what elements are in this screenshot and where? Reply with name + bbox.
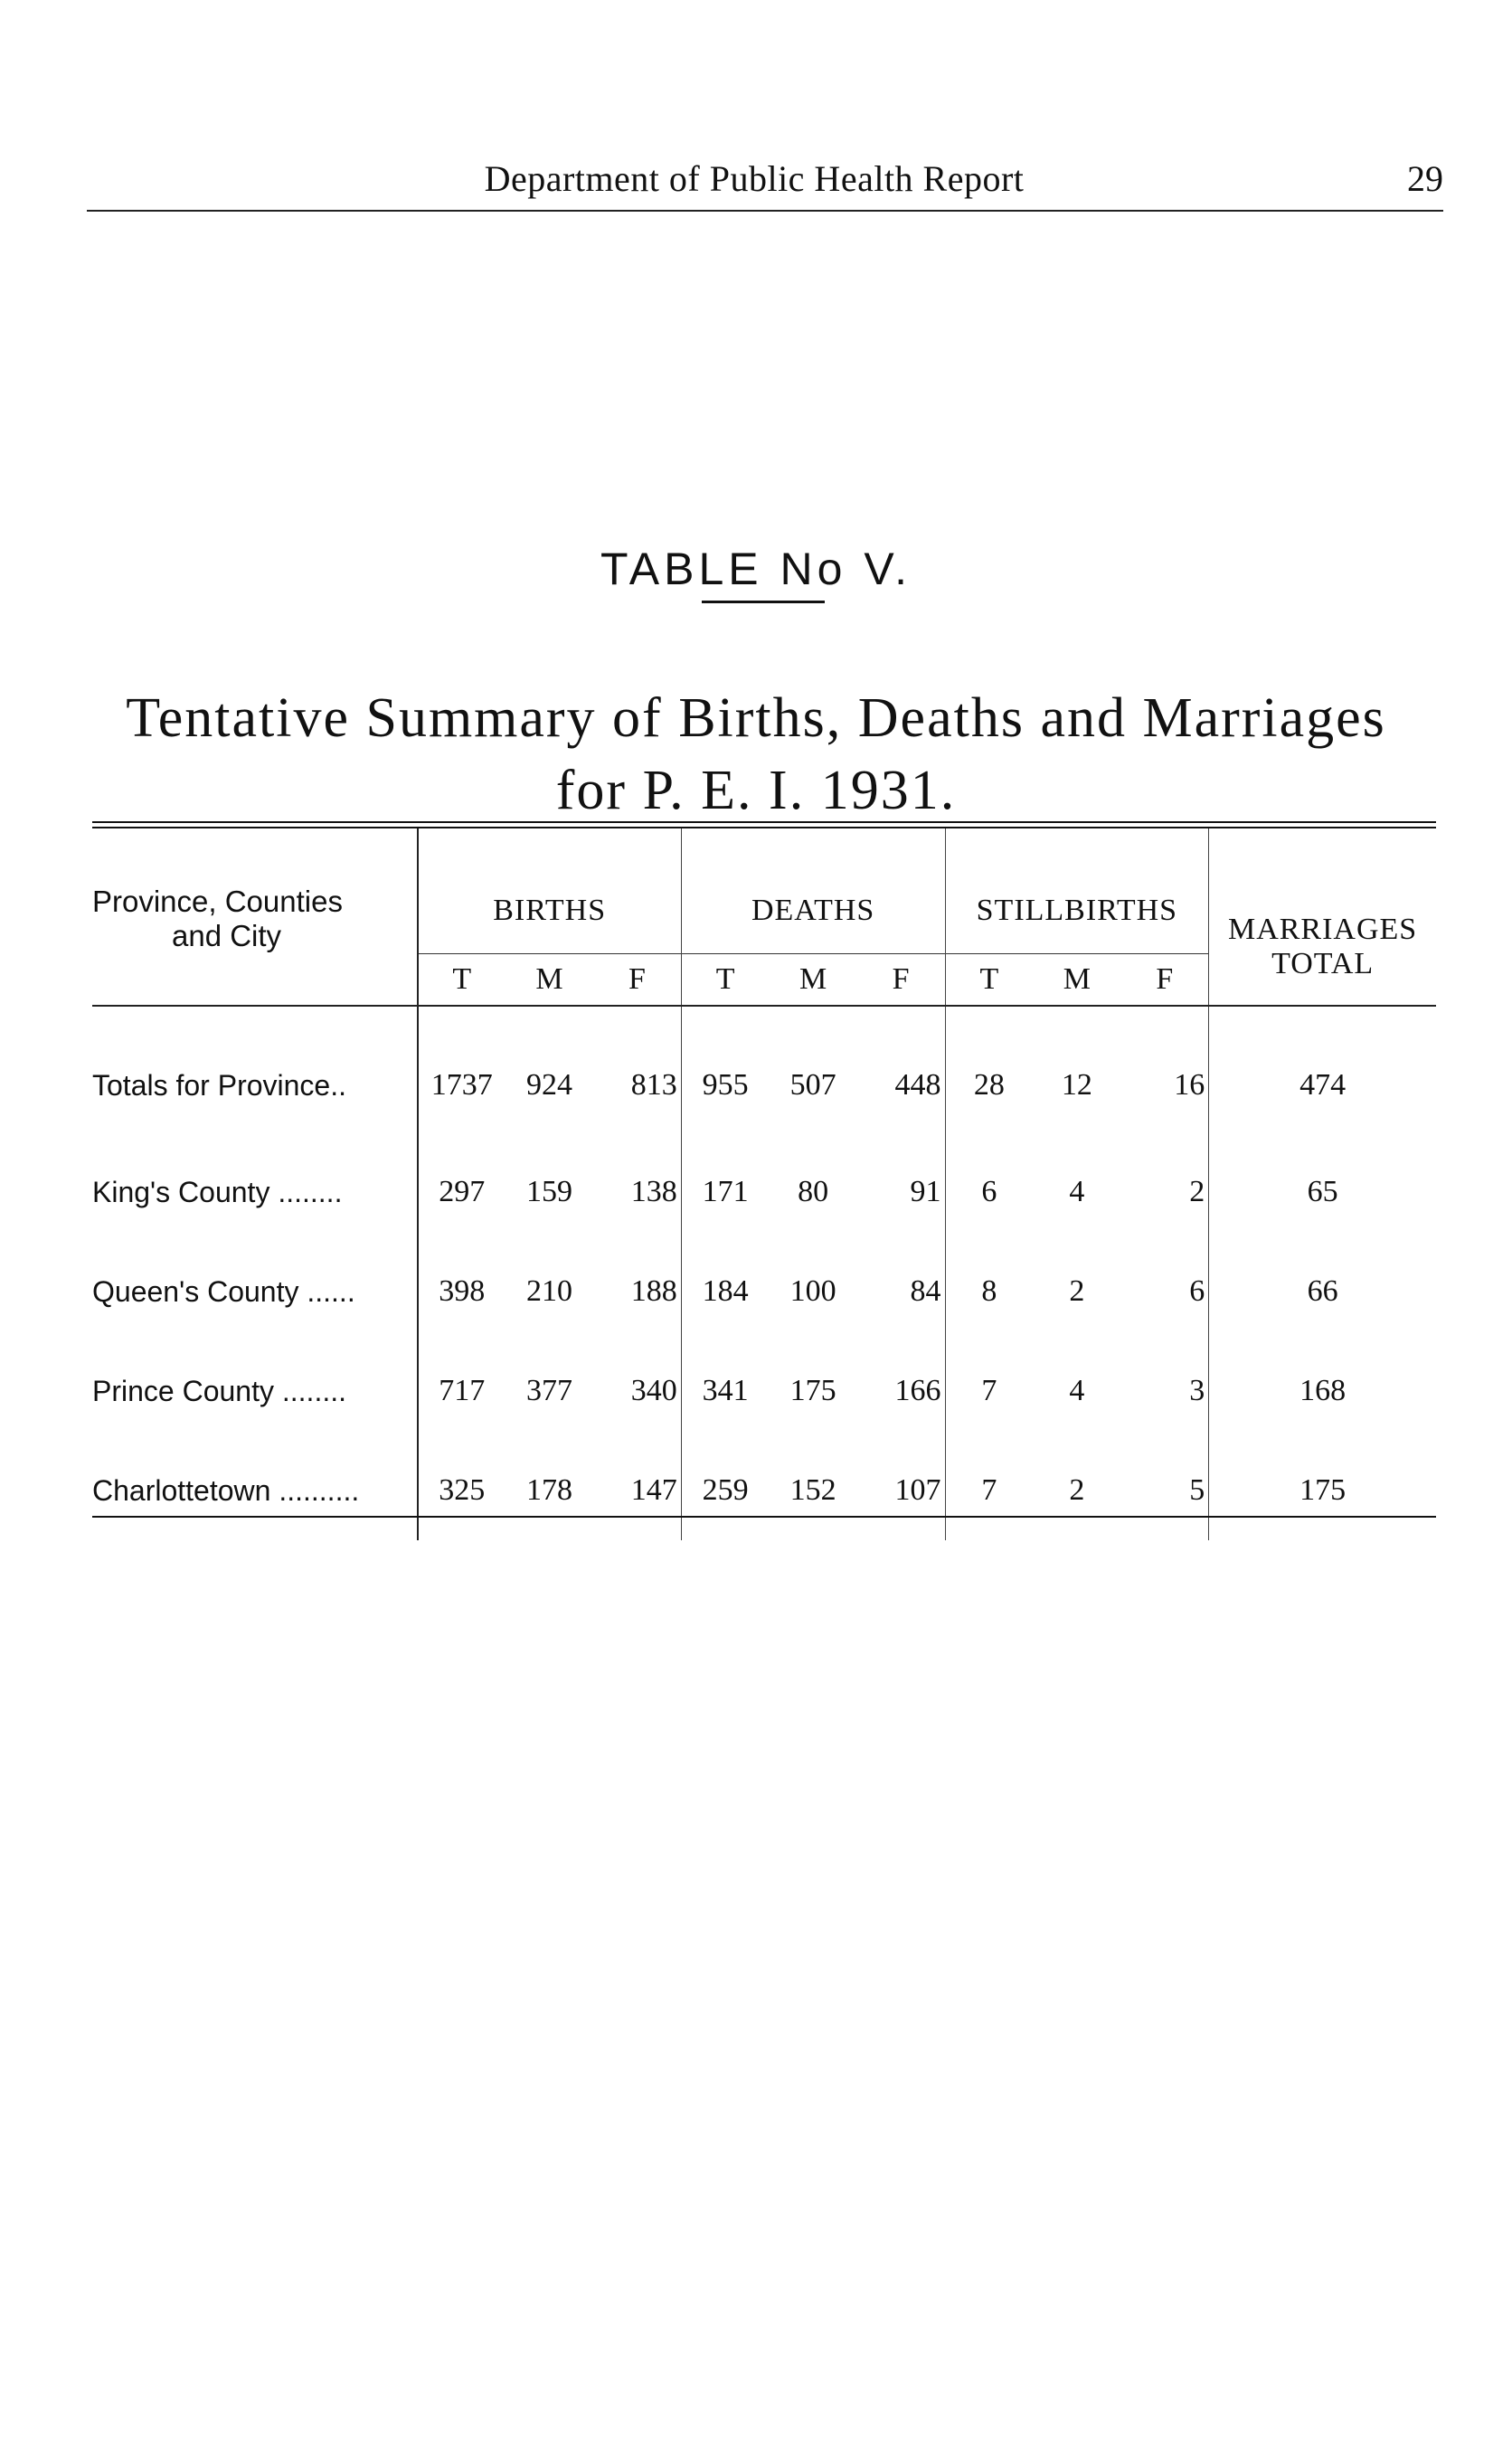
deaths-total: 955 — [702, 1068, 749, 1102]
marriages-header-line1: MARRIAGES — [1227, 913, 1418, 946]
stillbirths-total: 7 — [981, 1473, 997, 1507]
births-male: 210 — [525, 1274, 572, 1308]
births-m-header: M — [506, 954, 593, 1007]
births-male: 159 — [525, 1175, 572, 1208]
summary-title — [63, 682, 1449, 827]
stillbirths-male: 4 — [1069, 1175, 1085, 1208]
place-header-line1: Province, Counties — [92, 885, 343, 918]
births-female: 138 — [593, 1142, 681, 1242]
stillbirths-total: 7 — [981, 1374, 997, 1407]
marriages-total: 66 — [1307, 1274, 1338, 1308]
running-head — [87, 156, 1443, 212]
deaths-male: 152 — [789, 1473, 836, 1507]
table-row — [92, 1006, 1436, 1142]
stillbirths-female: 6 — [1120, 1242, 1208, 1341]
deaths-m-header: M — [770, 954, 857, 1007]
row-place: Charlottetown .......... — [92, 1441, 418, 1540]
births-t-header: T — [418, 954, 506, 1007]
births-male: 178 — [525, 1473, 572, 1507]
stillbirths-male: 2 — [1069, 1473, 1085, 1507]
births-male: 377 — [525, 1374, 572, 1407]
deaths-female: 166 — [857, 1341, 945, 1441]
row-place: Totals for Province.. — [92, 1006, 418, 1142]
stillbirths-male: 2 — [1069, 1274, 1085, 1308]
births-total: 297 — [439, 1175, 486, 1208]
deaths-female: 107 — [857, 1441, 945, 1540]
deaths-male: 507 — [789, 1068, 836, 1102]
place-column-header — [92, 828, 418, 1006]
marriages-total: 474 — [1299, 1068, 1347, 1102]
deaths-f-header: F — [857, 954, 945, 1007]
stillbirths-t-header: T — [945, 954, 1033, 1007]
marriages-total: 168 — [1299, 1374, 1347, 1407]
stillbirths-female: 5 — [1120, 1441, 1208, 1540]
row-place: Queen's County ...... — [92, 1242, 418, 1341]
deaths-female: 84 — [857, 1242, 945, 1341]
stillbirths-total: 8 — [981, 1274, 997, 1308]
table-row — [92, 1341, 1436, 1441]
deaths-header: DEATHS — [681, 828, 945, 954]
stillbirths-male: 12 — [1061, 1068, 1092, 1102]
stillbirths-male: 4 — [1069, 1374, 1085, 1407]
births-female: 188 — [593, 1242, 681, 1341]
births-total: 398 — [439, 1274, 486, 1308]
marriages-header-line2: TOTAL — [1271, 947, 1375, 980]
births-female: 340 — [593, 1341, 681, 1441]
row-place: King's County ........ — [92, 1142, 418, 1242]
title-rule — [702, 601, 825, 603]
births-total: 1737 — [430, 1068, 493, 1102]
stillbirths-f-header: F — [1120, 954, 1208, 1007]
table-row — [92, 1242, 1436, 1341]
summary-title-line2: for P. E. I. 1931. — [555, 759, 957, 821]
births-male: 924 — [525, 1068, 572, 1102]
stillbirths-female: 2 — [1120, 1142, 1208, 1242]
births-total: 717 — [439, 1374, 486, 1407]
page-number: 29 — [1407, 158, 1443, 199]
deaths-male: 80 — [798, 1175, 829, 1208]
summary-title-line1: Tentative Summary of Births, Deaths and Marriages — [126, 686, 1386, 749]
table-bottom-rule — [92, 1516, 1436, 1518]
stillbirths-header: STILLBIRTHS — [945, 828, 1209, 954]
deaths-total: 171 — [702, 1175, 749, 1208]
births-female: 813 — [593, 1006, 681, 1142]
stillbirths-female: 16 — [1120, 1006, 1208, 1142]
deaths-male: 175 — [789, 1374, 836, 1407]
marriages-total: 175 — [1299, 1473, 1347, 1507]
deaths-female: 448 — [857, 1006, 945, 1142]
deaths-t-header: T — [681, 954, 769, 1007]
deaths-male: 100 — [789, 1274, 836, 1308]
place-header-line2: and City — [172, 919, 282, 952]
table-number: TABLE No V. — [600, 543, 912, 594]
stillbirths-female: 3 — [1120, 1341, 1208, 1441]
births-female: 147 — [593, 1441, 681, 1540]
deaths-female: 91 — [857, 1142, 945, 1242]
stillbirths-total: 6 — [981, 1175, 997, 1208]
marriages-total: 65 — [1307, 1175, 1338, 1208]
births-total: 325 — [439, 1473, 486, 1507]
deaths-total: 184 — [702, 1274, 749, 1308]
births-header: BIRTHS — [418, 828, 682, 954]
stillbirths-total: 28 — [973, 1068, 1005, 1102]
vital-statistics-table — [92, 828, 1436, 1540]
deaths-total: 259 — [702, 1473, 749, 1507]
row-place: Prince County ........ — [92, 1341, 418, 1441]
table-row — [92, 1441, 1436, 1540]
vital-statistics-table-wrap — [92, 821, 1436, 1540]
marriages-header — [1209, 828, 1436, 1006]
running-title: Department of Public Health Report — [484, 158, 1025, 199]
table-row — [92, 1142, 1436, 1242]
deaths-total: 341 — [702, 1374, 749, 1407]
stillbirths-m-header: M — [1033, 954, 1120, 1007]
table-top-rule — [92, 821, 1436, 828]
births-f-header: F — [593, 954, 681, 1007]
